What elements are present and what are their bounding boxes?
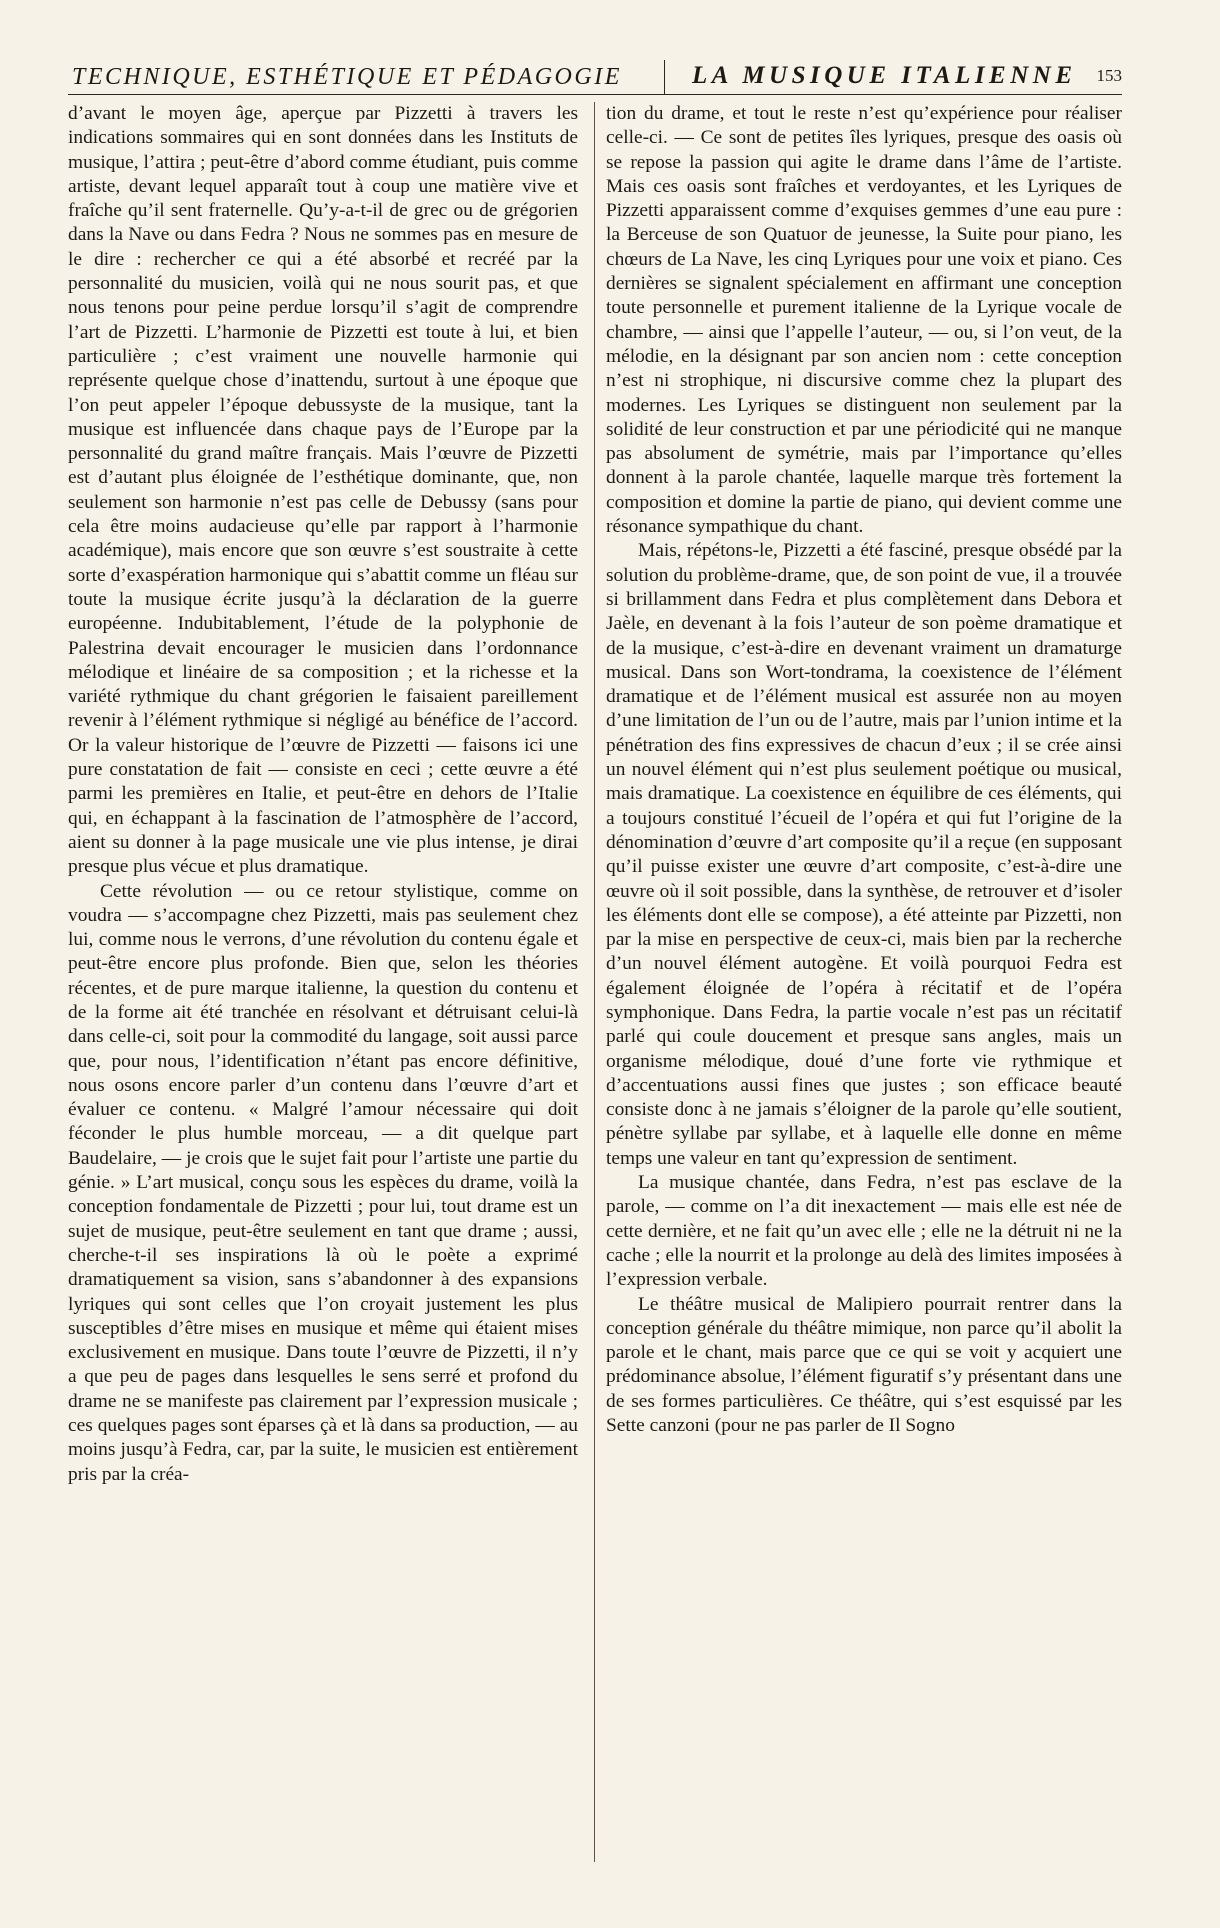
paragraph: La musique chantée, dans Fedra, n’est pas esclave de la parole, — comme on l’a dit inexactement — mais elle est née de cette dernière, et ne fait qu’un avec elle ; elle ne la détruit ni ne la cache ; elle la nourrit et la prolonge au delà des limites imposées à l’expression verbale.: [606, 1172, 1122, 1291]
header-right-title: LA MUSIQUE ITALIENNE: [692, 62, 1077, 89]
paragraph: Le théâtre musical de Malipiero pourrait rentrer dans la conception générale du théâtre mimique, non parce qu’il abolit la parole et le chant, mais parce que ce qui se voit y acquiert une prédominance absolue, l’élément figuratif s’y présentant dans une de ses formes particulières. Ce théâtre, qui s’est esquissé par les Sette canzoni (pour ne pas parler de Il Sogno: [606, 1293, 1122, 1437]
header-divider: [664, 60, 665, 94]
paragraph: d’avant le moyen âge, aperçue par Pizzetti à travers les indications sommaires qui en sont données dans les Instituts de musique, l’attira ; peut-être d’abord comme étudiant, puis comme artiste, devant lequel apparaît tout à coup une matière vive et fraîche qu’il sent fraternelle. Qu’y-a-t-il de grec ou de grégorien dans la Nave ou dans Fedra ? Nous ne sommes pas en mesure de le dire : rechercher ce qui a été absorbé et recréé par la personnalité du musicien, voilà qui ne nous sourit pas, et que nous tenons pour peine perdue lorsqu’il s’agit de comprendre l’art de Pizzetti. L’harmonie de Pizzetti est toute à lui, et bien particulière ; c’est vraiment une nouvelle harmonie qui représente quelque chose d’inattendu, surtout à une époque que l’on peut appeler l’époque debussyste de la musique, tant la musique est influencée dans chaque pays de l’Europe par la personnalité du grand maître français. Mais l’œuvre de Pizzetti est d’autant plus éloignée de l’esthétique dominante, que, non seulement son harmonie n’est pas celle de Debussy (sans pour cela être moins audacieuse qu’elle par rapport à l’harmonie académique), mais encore que son œuvre s’est soustraite à cette sorte d’exaspération harmonique qui s’abattit comme un fléau sur toute la musique écrite jusqu’à la déclaration de la guerre européenne. Indubitablement, l’étude de la polyphonie de Palestrina devait encourager le musicien dans l’ordonnance mélodique et linéaire de sa composition ; et la richesse et la variété rythmique du chant grégorien le faisaient pareillement revenir à l’élément rythmique si négligé au bénéfice de l’accord. Or la valeur historique de l’œuvre de Pizzetti — faisons ici une pure constatation de fait — consiste en ceci ; cette œuvre a été parmi les premières en Italie, et peut-être en dehors de l’Italie qui, en échappant à la fascination de l’atmosphère de l’accord, aient su donner à la page musicale une vie plus intense, je dirai presque plus vécue et plus dramatique.: [68, 103, 578, 878]
page-number: 153: [1096, 66, 1122, 85]
paragraph: tion du drame, et tout le reste n’est qu’expérience pour réaliser celle-ci. — Ce sont de petites îles lyriques, presque des oasis où se repose la passion qui agite le drame dans l’âme de l’artiste. Mais ces oasis sont fraîches et verdoyantes, et les Lyriques de Pizzetti apparaissent comme d’exquises gemmes d’une eau pure : la Berceuse de son Quatuor de jeunesse, la Suite pour piano, les chœurs de La Nave, les cinq Lyriques pour une voix et piano. Ces dernières se signalent spécialement en affirmant une conception toute personnelle et purement italienne de la Lyrique vocale de chambre, — ainsi que l’appelle l’auteur, — ou, si l’on veut, de la mélodie, en la désignant par son ancien nom : cette conception n’est ni strophique, ni discursive comme chez la plupart des modernes. Les Lyriques se distinguent non seulement par la solidité de leur construction et par une périodicité qui ne manque pas absolument de symétrie, mais par l’importance qu’elles donnent à la parole chantée, laquelle marque très fortement la composition et domine la partie de piano, qui devient comme une résonance sympathique du chant.: [606, 103, 1122, 538]
column-divider: [594, 102, 595, 1862]
right-column: [606, 102, 1122, 1438]
header-left-title: TECHNIQUE, ESTHÉTIQUE ET PÉDAGOGIE: [72, 64, 622, 90]
paragraph: Mais, répétons-le, Pizzetti a été fasciné, presque obsédé par la solution du problème-drame, que, de son point de vue, il a trouvée si brillamment dans Fedra et plus complètement dans Debora et Jaèle, en devenant à la fois l’auteur de son poème dramatique et de la musique, c’est-à-dire en devenant vraiment un dramaturge musical. Dans son Wort-tondrama, la coexistence de l’élément dramatique et de l’élément musical est assurée non au moyen d’une limitation de l’un ou de l’autre, mais par l’union intime et la pénétration des fins expressives de chacun d’eux ; il se crée ainsi un nouvel élément qui n’est plus seulement poétique ou musical, mais dramatique. La coexistence en équilibre de ces éléments, qui a toujours constitué l’écueil de l’opéra et qui fut l’origine de la dénomination d’œuvre d’art composite qu’il a reçue (en supposant qu’il puisse exister une œuvre d’art composite, c’est-à-dire une œuvre où il soit possible, dans la synthèse, de retrouver et d’isoler les éléments dont elle se compose), a été atteinte par Pizzetti, non par la mise en perspective de ceux-ci, mais bien par la recherche d’un nouvel élément autogène. Et voilà pourquoi Fedra est également éloignée de l’opéra à récitatif et de l’opéra symphonique. Dans Fedra, la partie vocale n’est pas un récitatif parlé qui coule doucement et presque sans angles, mais un organisme mélodique, doué d’une forte vie rythmique et d’accentuations aussi fines que justes ; son efficace beauté consiste donc à ne jamais s’éloigner de la parole qu’elle soutient, pénètre syllabe par syllabe, et à laquelle elle donne en même temps une valeur en tant qu’expression de sentiment.: [606, 540, 1122, 1169]
running-header: [68, 60, 1122, 95]
paragraph: Cette révolution — ou ce retour stylistique, comme on voudra — s’accompagne chez Pizzetti, mais pas seulement chez lui, comme nous le verrons, d’une révolution du contenu égale et peut-être encore plus profonde. Bien que, selon les théories récentes, et de pure marque italienne, la question du contenu et de la forme ait été tranchée en résolvant et détruisant celui-là dans celle-ci, soit pour la commodité du langage, soit aussi parce que, pour nous, l’identification n’étant pas encore définitive, nous osons encore parler d’un contenu dans l’œuvre d’art et évaluer ce contenu. « Malgré l’amour nécessaire qui doit féconder le plus humble morceau, — a dit quelque part Baudelaire, — je crois que le sujet fait pour l’artiste une partie du génie. » L’art musical, conçu sous les espèces du drame, voilà la conception fondamentale de Pizzetti ; pour lui, tout drame est un sujet de musique, peut-être seulement en tant que drame ; aussi, cherche-t-il ses inspirations là où le poète a exprimé dramatiquement sa vision, sans s’abandonner à des expansions lyriques qui sont celles que l’on croyait justement les plus susceptibles d’être mises en musique et même qui étaient mises exclusivement en musique. Dans toute l’œuvre de Pizzetti, il n’y a que peu de pages dans lesquelles le sens serré et profond du drame ne se manifeste pas clairement par l’expression musicale ; ces quelques pages sont éparses çà et là dans sa production, — au moins jusqu’à Fedra, car, par la suite, le musicien est entièrement pris par la créa-: [68, 880, 578, 1485]
left-column: [68, 102, 578, 1487]
